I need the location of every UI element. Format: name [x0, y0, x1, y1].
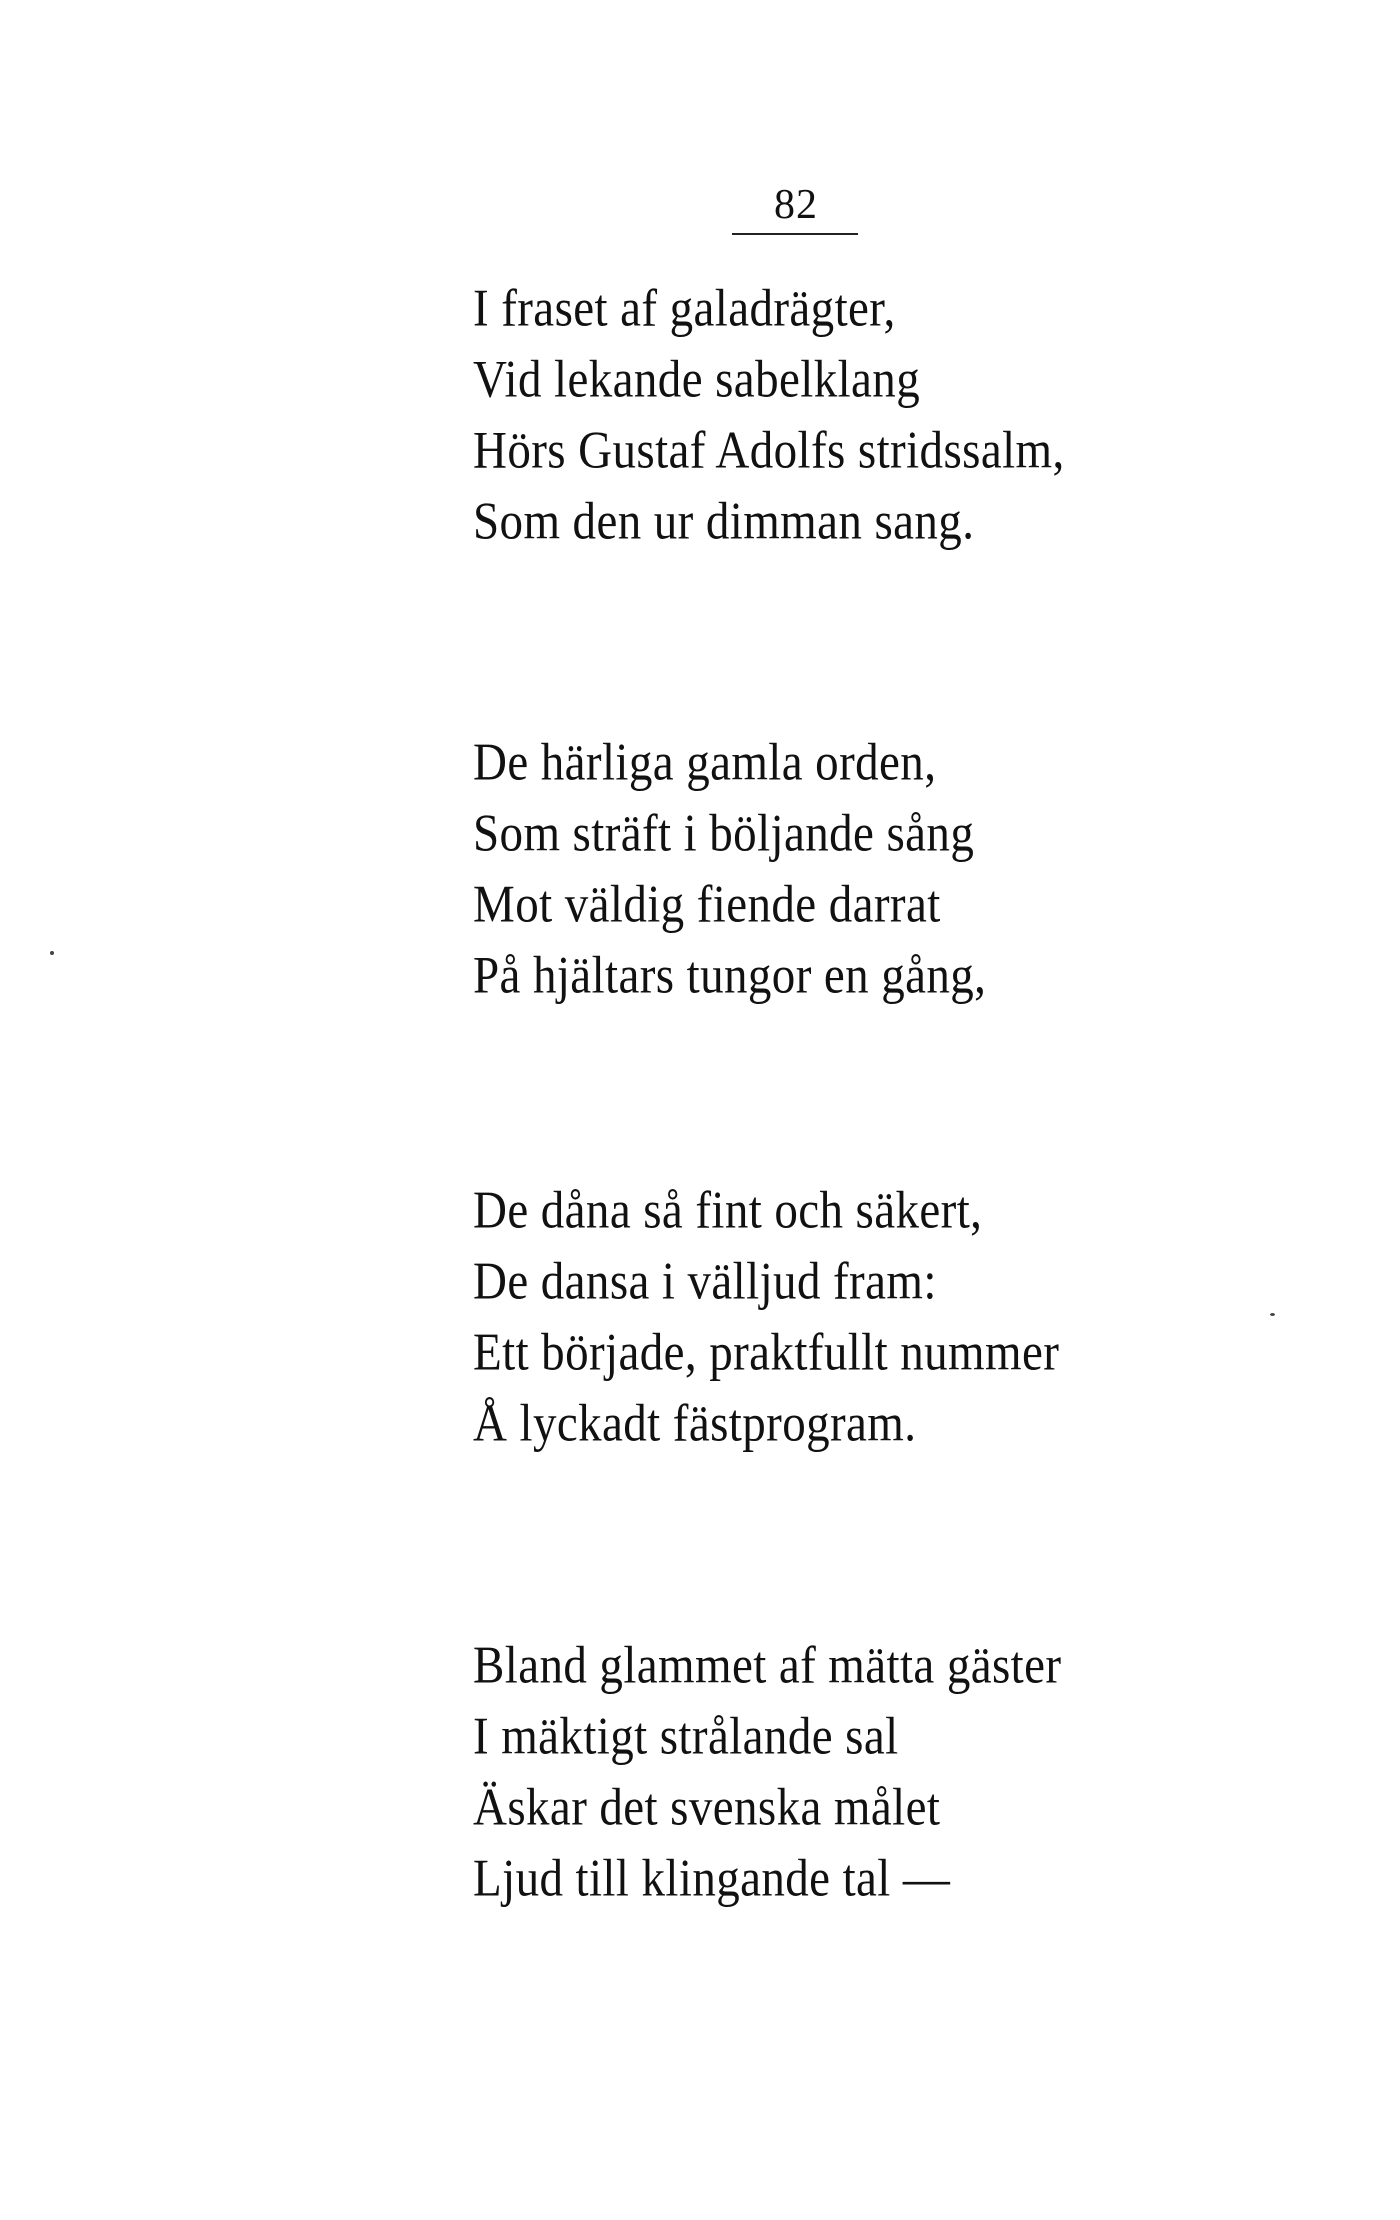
verse-line: På hjältars tungor en gång, — [473, 946, 987, 1006]
verse-line: De dansa i välljud fram: — [473, 1252, 937, 1312]
stanza-4 — [473, 1631, 1293, 1915]
page-number-rule — [732, 233, 858, 235]
verse-line: Äskar det svenska målet — [473, 1778, 941, 1838]
verse-line: Hörs Gustaf Adolfs stridssalm, — [473, 421, 1065, 481]
stanza-2 — [473, 728, 1293, 1012]
verse-line: Bland glammet af mätta gäster — [473, 1636, 1062, 1696]
verse-line: Som den ur dimman sang. — [473, 492, 975, 552]
stanza-3 — [473, 1176, 1293, 1460]
verse-line: De dåna så fint och säkert, — [473, 1181, 983, 1241]
verse-line: De härliga gamla orden, — [473, 733, 937, 793]
verse-line: Vid lekande sabelklang — [473, 350, 921, 410]
verse-line: Som sträft i böljande sång — [473, 804, 975, 864]
scan-speck — [1270, 1313, 1275, 1316]
page-number: 82 — [774, 182, 818, 228]
verse-line: Ljud till klingande tal — — [473, 1849, 951, 1909]
verse-line: I mäktigt strålande sal — [473, 1707, 899, 1767]
verse-line: I fraset af galadrägter, — [473, 279, 896, 339]
stanza-1 — [473, 274, 1293, 558]
verse-line: Å lyckadt fästprogram. — [473, 1394, 917, 1454]
verse-line: Ett började, praktfullt nummer — [473, 1323, 1060, 1383]
verse-line: Mot väldig fiende darrat — [473, 875, 941, 935]
scan-speck — [50, 951, 54, 955]
